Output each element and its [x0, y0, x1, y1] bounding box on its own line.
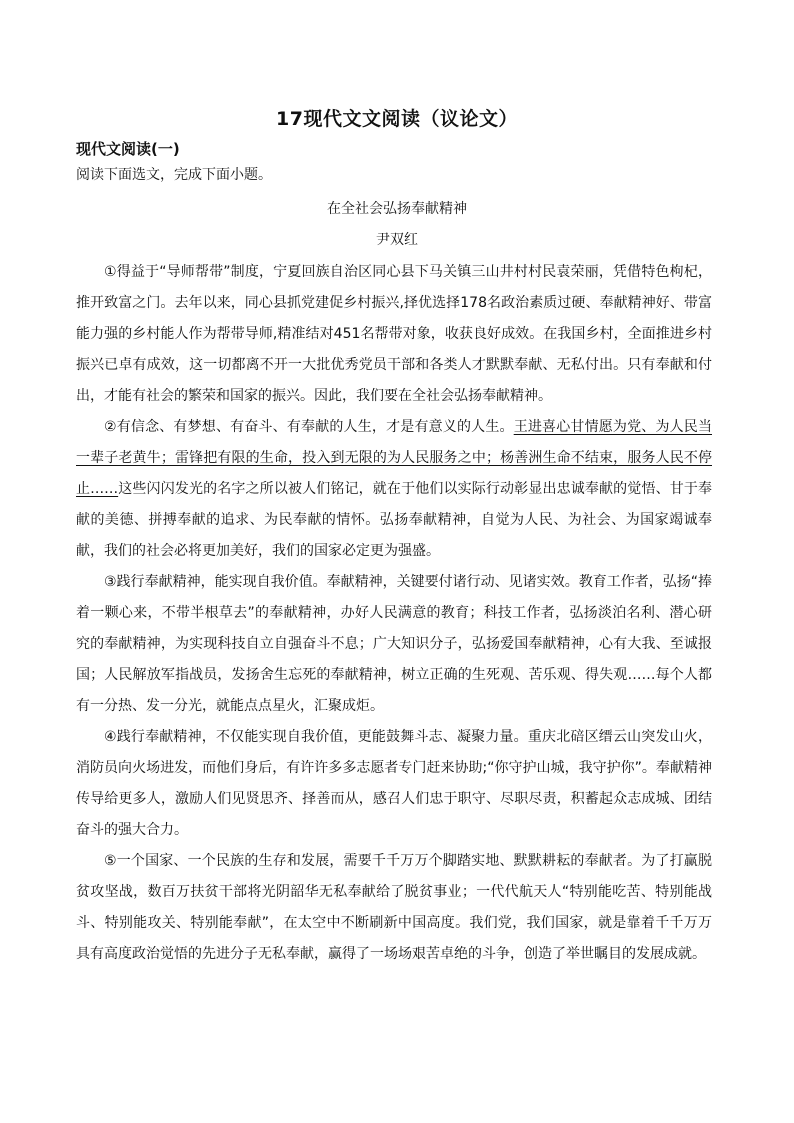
paragraph-2-lead: ②有信念、有梦想、有奋斗、有奉献的人生，才是有意义的人生。 — [104, 419, 514, 435]
paragraph-2-underlined-examples: 王进喜心甘情愿为党、为人民当一辈子老黄牛；雷锋把有限的生命，投入到无限的为人民服务之中；杨善洲生命不结束，服务人民不停止…… — [76, 419, 712, 497]
paragraph-2-rest: 这些闪闪发光的名字之所以被人们铭记，就在于他们以实际行动彰显出忠诚奉献的觉悟、甘于奉献的美德、拼搏奉献的追求、为民奉献的情怀。弘扬奉献精神，自觉为人民、为社会、为国家竭诚奉献，我们的社会必将更加美好，我们的国家必定更为强盛。 — [76, 481, 712, 559]
section-heading: 现代文阅读(一) — [76, 140, 180, 158]
paragraph-1: ①得益于“导师帮带”制度，宁夏回族自治区同心县下马关镇三山井村村民袁荣丽，凭借特色枸杞，推开致富之门。去年以来，同心县抓党建促乡村振兴,择优选择178名政治素质过硬、奉献精神好、带富能力强的乡村能人作为帮带导师,精准结对451名帮带对象，收获良好成效。在我国乡村，全面推进乡村振兴已卓有成效，这一切都离不开一大批优秀党员干部和各类人才默默奉献、无私付出。只有奉献和付出，才能有社会的繁荣和国家的振兴。因此，我们要在全社会弘扬奉献精神。 — [76, 264, 712, 404]
article-author: 尹双红 — [376, 232, 418, 248]
instruction-text: 阅读下面选文，完成下面小题。 — [76, 167, 272, 183]
paragraph-5: ⑤一个国家、一个民族的生存和发展，需要千千万万个脚踏实地、默默耕耘的奉献者。为了打赢脱贫攻坚战，数百万扶贫干部将光阴韶华无私奉献给了脱贫事业；一代代航天人“特别能吃苦、特别能战斗、特别能攻关、特别能奉献”，在太空中不断刷新中国高度。我们党，我们国家，就是靠着千千万万具有高度政治觉悟的先进分子无私奉献，赢得了一场场艰苦卓绝的斗争，创造了举世瞩目的发展成就。 — [76, 853, 712, 962]
document-title: 17现代文文阅读（议论文） — [276, 108, 518, 130]
paragraph-2 — [76, 412, 712, 567]
article-title: 在全社会弘扬奉献精神 — [327, 201, 467, 217]
article-body — [76, 257, 712, 970]
paragraph-3: ③践行奉献精神，能实现自我价值。奉献精神，关键要付诸行动、见诸实效。教育工作者，弘扬“捧着一颗心来，不带半根草去”的奉献精神，办好人民满意的教育；科技工作者，弘扬淡泊名利、潜心研究的奉献精神，为实现科技自立自强奋斗不息；广大知识分子，弘扬爱国奉献精神，心有大我、至诚报国；人民解放军指战员，发扬舍生忘死的奉献精神，树立正确的生死观、苦乐观、得失观……每个人都有一分热、发一分光，就能点点星火，汇聚成炬。 — [76, 574, 712, 714]
paragraph-4: ④践行奉献精神，不仅能实现自我价值，更能鼓舞斗志、凝聚力量。重庆北碚区缙云山突发山火，消防员向火场进发，而他们身后，有许许多多志愿者专门赶来协助;“你守护山城，我守护你”。奉献精神传导给更多人，激励人们见贤思齐、择善而从，感召人们忠于职守、尽职尽责，积蓄起众志成城、团结奋斗的强大合力。 — [76, 729, 712, 838]
